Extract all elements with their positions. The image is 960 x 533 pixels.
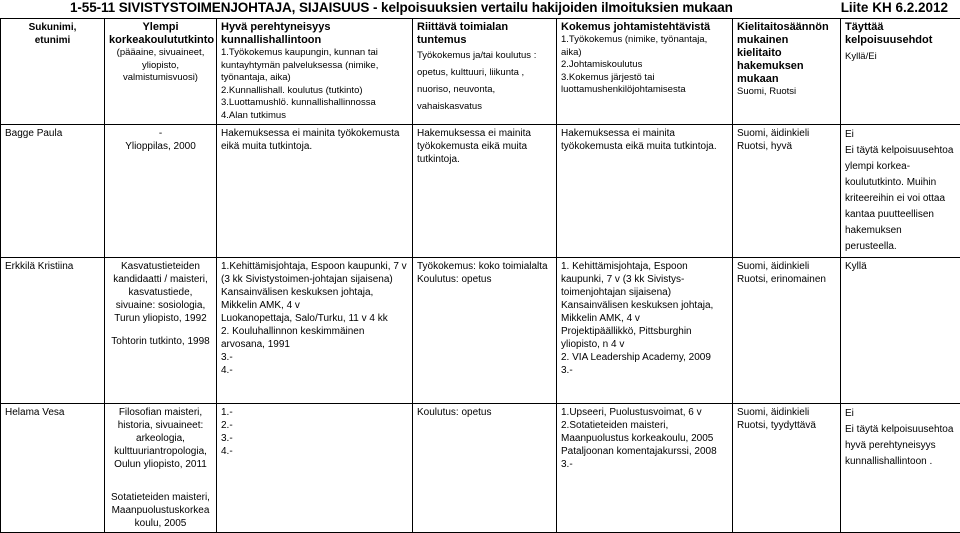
header-leadership-title: Kokemus johtamistehtävistä — [561, 21, 728, 34]
header-admin-sub: 1.Työkokemus kaupungin, kunnan tai kuntayhtymän palveluksessa (nimike, työnantaja, aika) 2.Kunnallishall. koulutus (tutkinto) 3.Luottamushlö. kunnallishallinnossa 4.Alan tutkimus — [221, 47, 408, 122]
header-admin — [217, 19, 413, 125]
applicant-name: Helama Vesa — [1, 404, 105, 533]
header-field-sub: Työkokemus ja/tai koulutus : opetus, kulttuuri, liikunta , nuoriso, neuvonta, vahaiskasvatus — [417, 47, 552, 115]
education-degree: Filosofian maisteri, historia, sivuaineet: arkeologia, kulttuuriantropologia, Oulun yliopisto, 2011 — [109, 406, 212, 471]
header-field-title: Riittävä toimialan tuntemus — [417, 21, 552, 47]
header-qualification — [841, 19, 960, 125]
comparison-table — [0, 18, 960, 533]
education-degree: Tohtorin tutkinto, 1998 — [109, 335, 212, 348]
leadership-cell: 1.Upseeri, Puolustusvoimat, 6 v 2.Sotatieteiden maisteri, Maanpuolustus korkeakoulu, 2005 Pataljoonan komentajakurssi, 2008 3.- — [557, 404, 733, 533]
leadership-cell: 1. Kehittämisjohtaja, Espoon kaupunki, 7 v (3 kk Sivistys-toimenjohtajan sijaisena) Kansainvälisen keskuksen johtaja, Mikkelin AMK, 4 v Projektipäällikkö, Pittsburghin yliopisto, n 4 v 2. VIA Leadership Academy, 2009 3.- — [557, 258, 733, 404]
field-cell: Hakemuksessa ei mainita työkokemusta eikä muita tutkintoja. — [413, 125, 557, 258]
document-title: 1-55-11 SIVISTYSTOIMENJOHTAJA, SIJAISUUS - kelpoisuuksien vertailu hakijoiden ilmoituksien mukaan — [70, 0, 870, 15]
table-row — [1, 258, 960, 404]
admin-cell: 1.Kehittämisjohtaja, Espoon kaupunki, 7 v (3 kk Sivistystoimen-johtajan sijaisena) Kansainvälisen keskuksen johtaja, Mikkelin AMK, 4 v Luokanopettaja, Salo/Turku, 11 v 4 kk 2. Kouluhallinnon keskimmäinen arvosana, 1991 3.- 4.- — [217, 258, 413, 404]
applicant-name: Bagge Paula — [1, 125, 105, 258]
education-cell: - Ylioppilas, 2000 — [105, 125, 217, 258]
applicant-name: Erkkilä Kristiina — [1, 258, 105, 404]
header-admin-title: Hyvä perehtyneisyys kunnallishallintoon — [221, 21, 408, 47]
header-language-title: Kielitaitosäännön mukainen kielitaito hakemuksen mukaan — [737, 21, 836, 86]
header-leadership-sub: 1.Työkokemus (nimike, työnantaja, aika) 2.Johtamiskoulutus 3.Kokemus järjestö tai luottamushenkilöjohtamisesta — [561, 34, 728, 97]
education-degree: Kasvatustieteiden kandidaatti / maisteri, kasvatustiede, sivuaine: sosiologia, Turun yliopisto, 1992 — [109, 260, 212, 325]
header-language — [733, 19, 841, 125]
header-qualification-title: Täyttää kelpoisuusehdot — [845, 21, 956, 47]
qualification-cell: Ei Ei täytä kelpoisuusehtoa hyvä perehtyneisyys kunnallishallintoon . — [841, 404, 960, 533]
field-cell: Koulutus: opetus — [413, 404, 557, 533]
header-education-sub: (pääaine, sivuaineet, yliopisto, valmistumisvuosi) — [109, 47, 212, 85]
education-cell — [105, 258, 217, 404]
header-qualification-sub: Kyllä/Ei — [845, 51, 956, 64]
language-cell: Suomi, äidinkieli Ruotsi, hyvä — [733, 125, 841, 258]
header-leadership — [557, 19, 733, 125]
field-cell: Työkokemus: koko toimialalta Koulutus: opetus — [413, 258, 557, 404]
header-row — [1, 19, 960, 125]
language-cell: Suomi, äidinkieli Ruotsi, tyydyttävä — [733, 404, 841, 533]
header-education — [105, 19, 217, 125]
admin-cell: Hakemuksessa ei mainita työkokemusta eikä muita tutkintoja. — [217, 125, 413, 258]
leadership-cell: Hakemuksessa ei mainita työkokemusta eikä muita tutkintoja. — [557, 125, 733, 258]
education-cell — [105, 404, 217, 533]
header-field — [413, 19, 557, 125]
qualification-cell: Kyllä — [841, 258, 960, 404]
admin-cell: 1.- 2.- 3.- 4.- — [217, 404, 413, 533]
header-name: Sukunimi, etunimi — [1, 19, 105, 125]
table-row — [1, 125, 960, 258]
table-row — [1, 404, 960, 533]
header-education-title: Ylempi korkeakoulututkinto — [109, 21, 212, 47]
header-language-sub: Suomi, Ruotsi — [737, 86, 836, 99]
language-cell: Suomi, äidinkieli Ruotsi, erinomainen — [733, 258, 841, 404]
appendix-label: Liite KH 6.2.2012 — [841, 0, 948, 15]
qualification-cell: Ei Ei täytä kelpoisuusehtoa ylempi korkea-koulututkinto. Muihin kriteereihin ei voi ottaa kantaa puutteellisen hakemuksen perusteella. — [841, 125, 960, 258]
education-degree: Sotatieteiden maisteri, Maanpuolustuskorkea koulu, 2005 — [109, 491, 212, 530]
